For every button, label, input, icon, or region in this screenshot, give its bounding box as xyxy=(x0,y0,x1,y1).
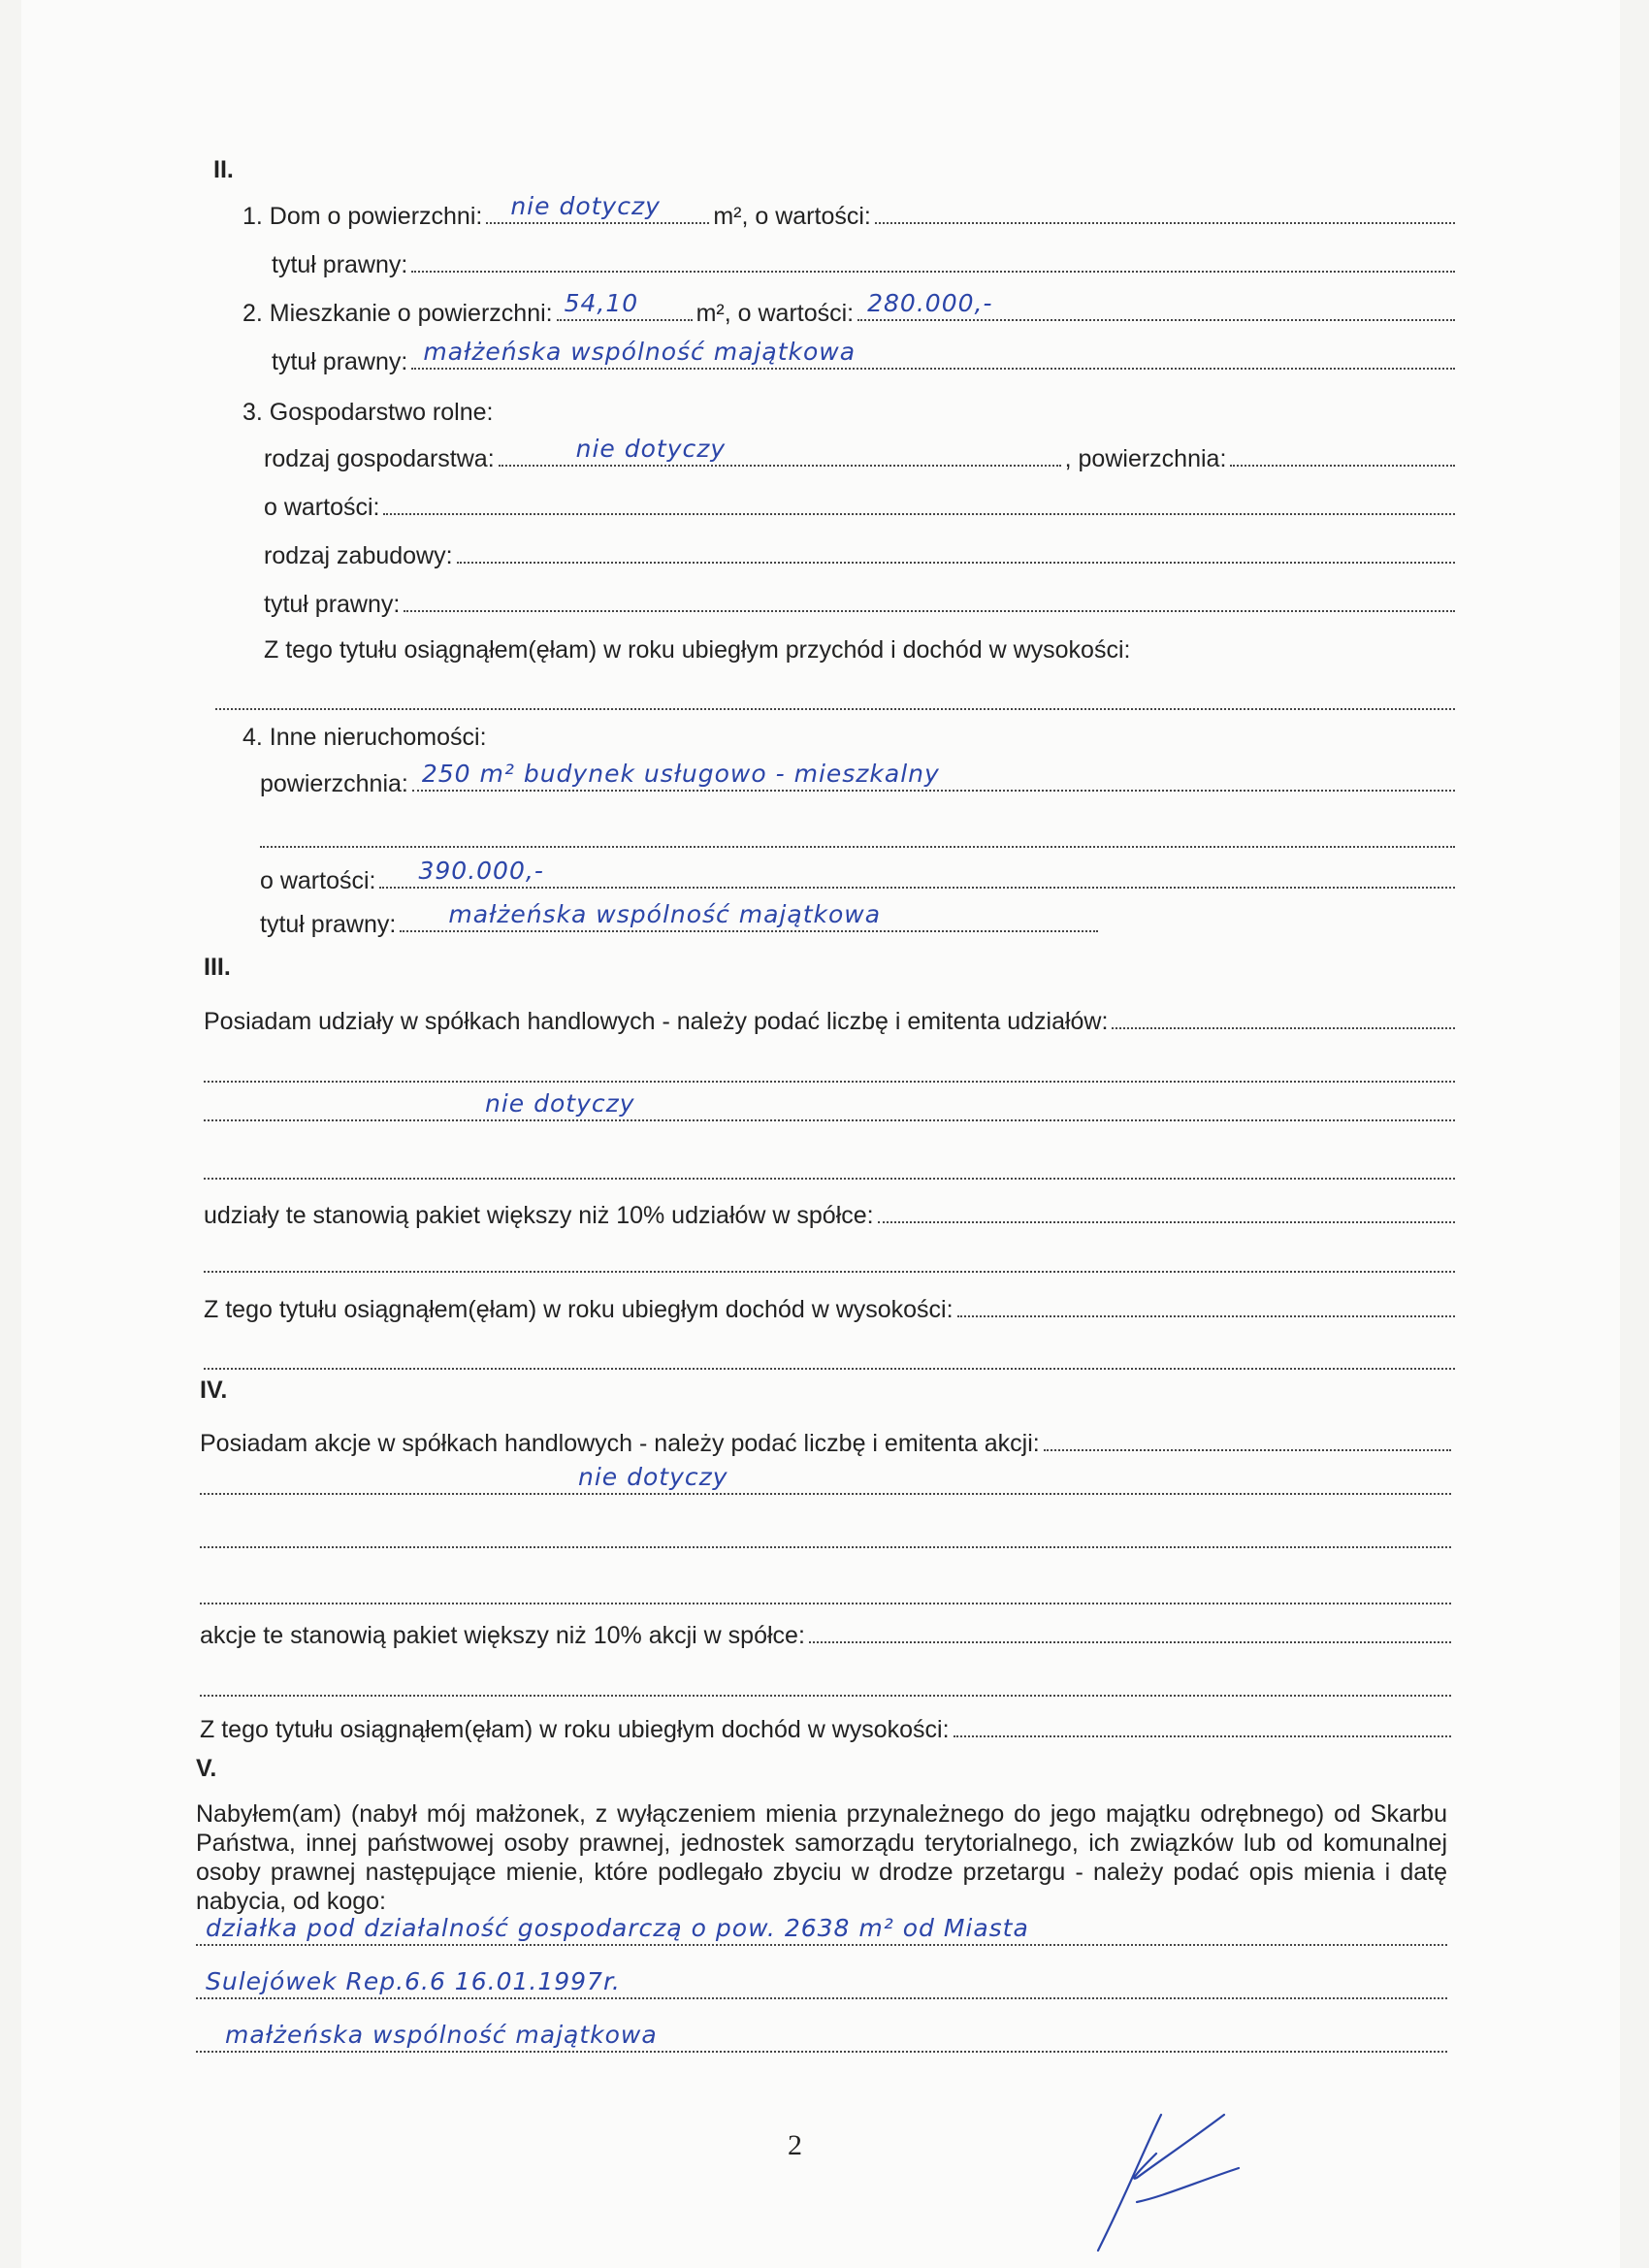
dom-value-field[interactable] xyxy=(875,199,1455,224)
acquisition-line-3 xyxy=(196,2021,1447,2060)
gosp-income-label: Z tego tytułu osiągnąłem(ęłam) w roku ubiegłym przychód i dochód w wysokości: xyxy=(264,636,1131,664)
inne-value-label: o wartości: xyxy=(260,867,376,894)
stocks-field-4[interactable] xyxy=(200,1601,1451,1604)
section-iii-heading: III. xyxy=(204,954,231,981)
acquisition-line-1 xyxy=(196,1914,1447,1954)
acquisition-value-2: Sulejówek Rep.6.6 16.01.1997r. xyxy=(206,1967,621,1995)
shares-label: Posiadam udziały w spółkach handlowych - należy podać liczbę i emitenta udziałów: xyxy=(204,1008,1109,1035)
gosp-build-label: rodzaj zabudowy: xyxy=(264,542,453,569)
stocks-income-row xyxy=(200,1712,1451,1745)
gosp-area-field[interactable] xyxy=(1230,441,1455,467)
gosp-value-row xyxy=(264,490,1455,523)
acquisition-field-1[interactable] xyxy=(196,1914,1447,1946)
stocks-field-3[interactable] xyxy=(200,1544,1451,1548)
section-v-text: Nabyłem(am) (nabył mój małżonek, z wyłączeniem mienia przynależnego do jego majątku odrębnego) od Skarbu Państwa, innej państwowej osoby prawnej, jednostek samorządu terytorialnego, ich związków lub od komunalnej osoby prawnej następujące mienie, które podlegało zbyciu w drodze przetargu - należy podać opis mienia i datę nabycia, od kogo: xyxy=(196,1800,1447,1915)
stocks-label: Posiadam akcje w spółkach handlowych - należy podać liczbę i emitenta akcji: xyxy=(200,1430,1040,1457)
inne-area-label: powierzchnia: xyxy=(260,770,408,797)
section-iv-heading: IV. xyxy=(200,1377,228,1404)
mieszkanie-title-field[interactable] xyxy=(411,338,1455,370)
page-number: 2 xyxy=(788,2129,802,2161)
shares-answer-row xyxy=(204,1089,1455,1129)
gosp-value-field[interactable] xyxy=(383,490,1455,515)
gosp-value-label: o wartości: xyxy=(264,494,380,521)
mieszkanie-unit-label: m², o wartości: xyxy=(695,300,855,327)
shares-field[interactable] xyxy=(1112,1004,1455,1029)
shares-pakiet-row xyxy=(204,1198,1455,1231)
acquisition-line-2 xyxy=(196,1967,1447,2007)
section-ii-heading: II. xyxy=(213,156,234,183)
mieszkanie-title-row xyxy=(272,338,1455,377)
gosp-area-label: , powierzchnia: xyxy=(1064,445,1227,472)
gosp-type-row xyxy=(264,435,1455,474)
mieszkanie-area-field[interactable] xyxy=(557,289,693,321)
inne-title-value: małżeńska wspólność majątkowa xyxy=(448,900,882,928)
stocks-income-field[interactable] xyxy=(954,1712,1451,1737)
mieszkanie-title-value: małżeńska wspólność majątkowa xyxy=(423,338,857,366)
gosp-title-field[interactable] xyxy=(404,587,1455,612)
shares-pakiet-field[interactable] xyxy=(878,1198,1455,1223)
acquisition-value-3: małżeńska wspólność majątkowa xyxy=(225,2021,658,2049)
shares-income-field[interactable] xyxy=(957,1292,1455,1317)
stocks-answer-field[interactable] xyxy=(200,1463,1451,1495)
stocks-pakiet-label: akcje te stanowią pakiet większy niż 10% akcji w spółce: xyxy=(200,1622,805,1649)
acquisition-field-3[interactable] xyxy=(196,2021,1447,2053)
shares-row xyxy=(204,1004,1455,1037)
gosp-title-label: tytuł prawny: xyxy=(264,591,401,618)
shares-answer-value: nie dotyczy xyxy=(485,1089,635,1118)
dom-title-label: tytuł prawny: xyxy=(272,251,408,278)
inne-value-row xyxy=(260,857,1455,896)
dom-area-field[interactable] xyxy=(486,192,709,224)
section-v-heading: V. xyxy=(196,1755,217,1782)
shares-pakiet-label: udziały te stanowią pakiet większy niż 10% udziałów w spółce: xyxy=(204,1202,874,1229)
shares-pakiet-field-2[interactable] xyxy=(204,1269,1455,1273)
stocks-income-label: Z tego tytułu osiągnąłem(ęłam) w roku ubiegłym dochód w wysokości: xyxy=(200,1716,950,1743)
gosp-type-value: nie dotyczy xyxy=(575,435,727,463)
inne-title-row xyxy=(260,900,1455,940)
mieszkanie-row xyxy=(242,289,1455,329)
inne-value-field[interactable] xyxy=(379,857,1455,889)
mieszkanie-value: 280.000,- xyxy=(867,289,993,317)
gosp-title-row xyxy=(264,587,1455,620)
dom-label: 1. Dom o powierzchni: xyxy=(242,203,483,230)
inne-area-row xyxy=(260,760,1455,799)
stocks-row xyxy=(200,1426,1451,1459)
inne-area-field-2[interactable] xyxy=(260,844,1455,848)
mieszkanie-title-label: tytuł prawny: xyxy=(272,348,408,375)
inne-area-value: 250 m² budynek usługowo - mieszkalny xyxy=(421,760,940,788)
gospodarstwo-label: 3. Gospodarstwo rolne: xyxy=(242,399,494,426)
shares-income-row xyxy=(204,1292,1455,1325)
dom-title-field[interactable] xyxy=(411,247,1455,273)
stocks-field[interactable] xyxy=(1044,1426,1451,1451)
signature-mark xyxy=(1069,2086,1263,2260)
mieszkanie-label: 2. Mieszkanie o powierzchni: xyxy=(242,300,553,327)
gosp-type-label: rodzaj gospodarstwa: xyxy=(264,445,495,472)
shares-income-label: Z tego tytułu osiągnąłem(ęłam) w roku ubiegłym dochód w wysokości: xyxy=(204,1296,954,1323)
shares-field-4[interactable] xyxy=(204,1176,1455,1180)
acquisition-field-2[interactable] xyxy=(196,1967,1447,1999)
dom-area-value: nie dotyczy xyxy=(510,192,661,220)
acquisition-value-1: działka pod działalność gospodarczą o pow. 2638 m² od Miasta xyxy=(206,1914,1029,1942)
gosp-build-field[interactable] xyxy=(457,538,1455,564)
inne-title-label: tytuł prawny: xyxy=(260,911,397,938)
stocks-pakiet-field[interactable] xyxy=(809,1618,1451,1643)
dom-row xyxy=(242,192,1455,232)
inne-value-value: 390.000,- xyxy=(418,857,544,885)
shares-field-2[interactable] xyxy=(204,1079,1455,1083)
mieszkanie-area-value: 54,10 xyxy=(564,289,639,317)
dom-unit-label: m², o wartości: xyxy=(713,203,871,230)
shares-income-field-2[interactable] xyxy=(204,1366,1455,1370)
inne-area-field[interactable] xyxy=(412,760,1455,792)
stocks-pakiet-field-2[interactable] xyxy=(200,1693,1451,1697)
dom-title-row xyxy=(272,247,1455,280)
document-page xyxy=(21,0,1620,2268)
gosp-type-field[interactable] xyxy=(499,435,1061,467)
gosp-income-field[interactable] xyxy=(215,706,1455,710)
stocks-answer-row xyxy=(200,1463,1451,1503)
inne-title-field[interactable] xyxy=(400,900,1098,932)
shares-answer-field[interactable] xyxy=(204,1089,1455,1121)
stocks-answer-value: nie dotyczy xyxy=(578,1463,728,1491)
inne-nieruchomosci-label: 4. Inne nieruchomości: xyxy=(242,724,487,751)
stocks-pakiet-row xyxy=(200,1618,1451,1651)
gosp-build-row xyxy=(264,538,1455,571)
mieszkanie-value-field[interactable] xyxy=(857,289,1455,321)
